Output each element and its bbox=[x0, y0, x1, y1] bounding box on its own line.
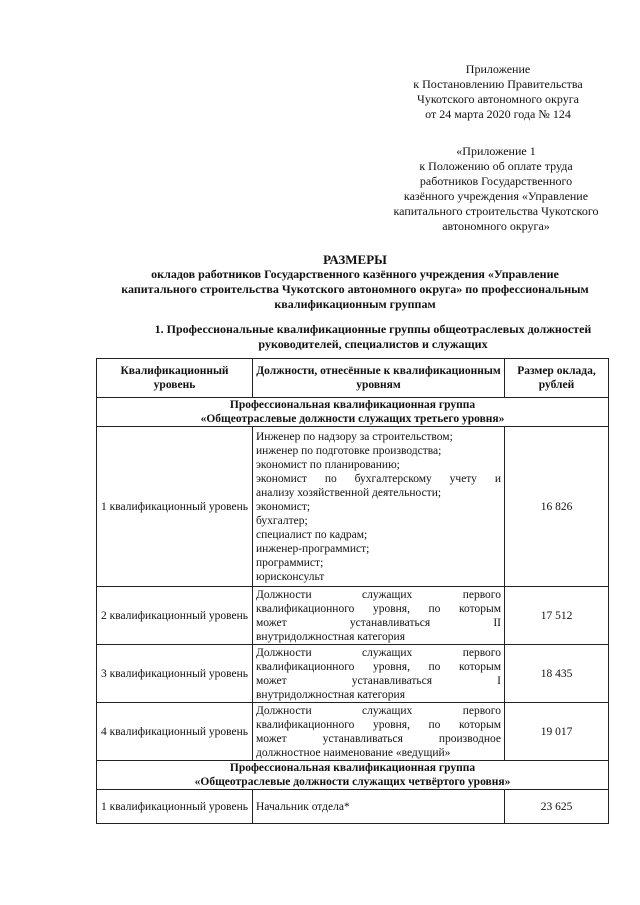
title-line: окладов работников Государственного казённого учреждения «Управление bbox=[151, 267, 559, 281]
positions-cell bbox=[253, 587, 505, 645]
position-line: экономист; bbox=[256, 500, 311, 513]
level-cell: 4 квалификационный уровень bbox=[97, 703, 253, 761]
section-heading bbox=[128, 322, 618, 352]
group-title-line: Профессиональная квалификационная группа bbox=[229, 762, 476, 774]
position-line: инженер-программист; bbox=[256, 542, 370, 555]
column-header-positions: Должности, отнесённые к квалификационным уровням bbox=[253, 359, 505, 398]
table-row bbox=[97, 703, 609, 761]
position-line: Должности служащих первого bbox=[256, 646, 501, 659]
position-line: Должности служащих первого bbox=[256, 588, 501, 601]
position-line: Инженер по надзору за строительством; bbox=[256, 430, 453, 443]
level-cell: 1 квалификационный уровень bbox=[97, 790, 253, 824]
group-title-line: «Общеотраслевые должности служащих четвёртого уровня» bbox=[194, 776, 511, 788]
group-title-line: Профессиональная квалификационная группа bbox=[229, 399, 476, 411]
group-title bbox=[97, 398, 609, 427]
position-line: специалист по кадрам; bbox=[256, 528, 368, 541]
positions-cell bbox=[253, 427, 505, 587]
title-line: квалификационным группам bbox=[274, 297, 436, 311]
position-line: экономист по планированию; bbox=[256, 458, 400, 471]
salary-table bbox=[96, 358, 609, 824]
position-line: может устанавливаться II bbox=[256, 616, 501, 629]
group-title-line: «Общеотраслевые должности служащих третьего уровня» bbox=[200, 413, 505, 425]
position-line: анализу хозяйственной деятельности; bbox=[256, 486, 442, 499]
table-row bbox=[97, 790, 609, 824]
annex-sub-block bbox=[376, 144, 616, 234]
level-cell: 3 квалификационный уровень bbox=[97, 645, 253, 703]
annex-main-line: к Постановлению Правительства bbox=[413, 77, 583, 91]
position-line: юрисконсульт bbox=[256, 570, 325, 583]
position-line: квалификационного уровня, по которым bbox=[256, 602, 501, 615]
table-row bbox=[97, 587, 609, 645]
pay-cell: 18 435 bbox=[505, 645, 609, 703]
annex-main-block bbox=[388, 62, 608, 122]
position-line: квалификационного уровня, по которым bbox=[256, 660, 501, 673]
title-main: РАЗМЕРЫ bbox=[323, 252, 387, 267]
positions-cell bbox=[253, 703, 505, 761]
level-cell: 1 квалификационный уровень bbox=[97, 427, 253, 587]
document-title bbox=[100, 252, 610, 312]
annex-main-line: от 24 марта 2020 года № 124 bbox=[425, 107, 571, 121]
level-cell: 2 квалификационный уровень bbox=[97, 587, 253, 645]
column-header-pay: Размер оклада, рублей bbox=[505, 359, 609, 398]
position-line: программист; bbox=[256, 556, 324, 569]
position-line: должностное наименование «ведущий» bbox=[256, 746, 451, 759]
annex-sub-line: автономного округа» bbox=[442, 219, 550, 233]
pay-cell: 19 017 bbox=[505, 703, 609, 761]
position-line: бухгалтер; bbox=[256, 514, 308, 527]
annex-sub-line: «Приложение 1 bbox=[456, 144, 536, 158]
annex-sub-line: к Положению об оплате труда bbox=[419, 159, 573, 173]
pay-cell: 17 512 bbox=[505, 587, 609, 645]
positions-cell bbox=[253, 790, 505, 824]
table-row bbox=[97, 427, 609, 587]
group-title bbox=[97, 761, 609, 790]
positions-cell bbox=[253, 645, 505, 703]
group-header-row bbox=[97, 761, 609, 790]
position-line: может устанавливаться производное bbox=[256, 732, 501, 745]
position-line: Должности служащих первого bbox=[256, 704, 501, 717]
position-line: может устанавливаться I bbox=[256, 674, 501, 687]
position-line: экономист по бухгалтерскому учету и bbox=[256, 472, 501, 485]
pay-cell: 16 826 bbox=[505, 427, 609, 587]
pay-cell: 23 625 bbox=[505, 790, 609, 824]
title-line: капитального строительства Чукотского автономного округа» по профессиональным bbox=[121, 282, 589, 296]
position-line: квалификационного уровня, по которым bbox=[256, 718, 501, 731]
annex-main-line: Чукотского автономного округа bbox=[417, 92, 579, 106]
position-line: внутридолжностная категория bbox=[256, 630, 406, 643]
position-line: инженер по подготовке производства; bbox=[256, 444, 442, 457]
annex-main-line: Приложение bbox=[465, 62, 531, 76]
table-header-row bbox=[97, 359, 609, 398]
column-header-level: Квалификационный уровень bbox=[97, 359, 253, 398]
annex-sub-line: казённого учреждения «Управление bbox=[403, 189, 589, 203]
annex-sub-line: капитального строительства Чукотского bbox=[393, 204, 599, 218]
annex-sub-line: работников Государственного bbox=[419, 174, 573, 188]
position-line: внутридолжностная категория bbox=[256, 688, 406, 701]
position-line: Начальник отдела* bbox=[256, 800, 350, 813]
group-header-row bbox=[97, 398, 609, 427]
section-heading-line: 1. Профессиональные квалификационные группы общеотраслевых должностей bbox=[154, 322, 592, 336]
table-row bbox=[97, 645, 609, 703]
section-heading-line: руководителей, специалистов и служащих bbox=[258, 337, 488, 351]
